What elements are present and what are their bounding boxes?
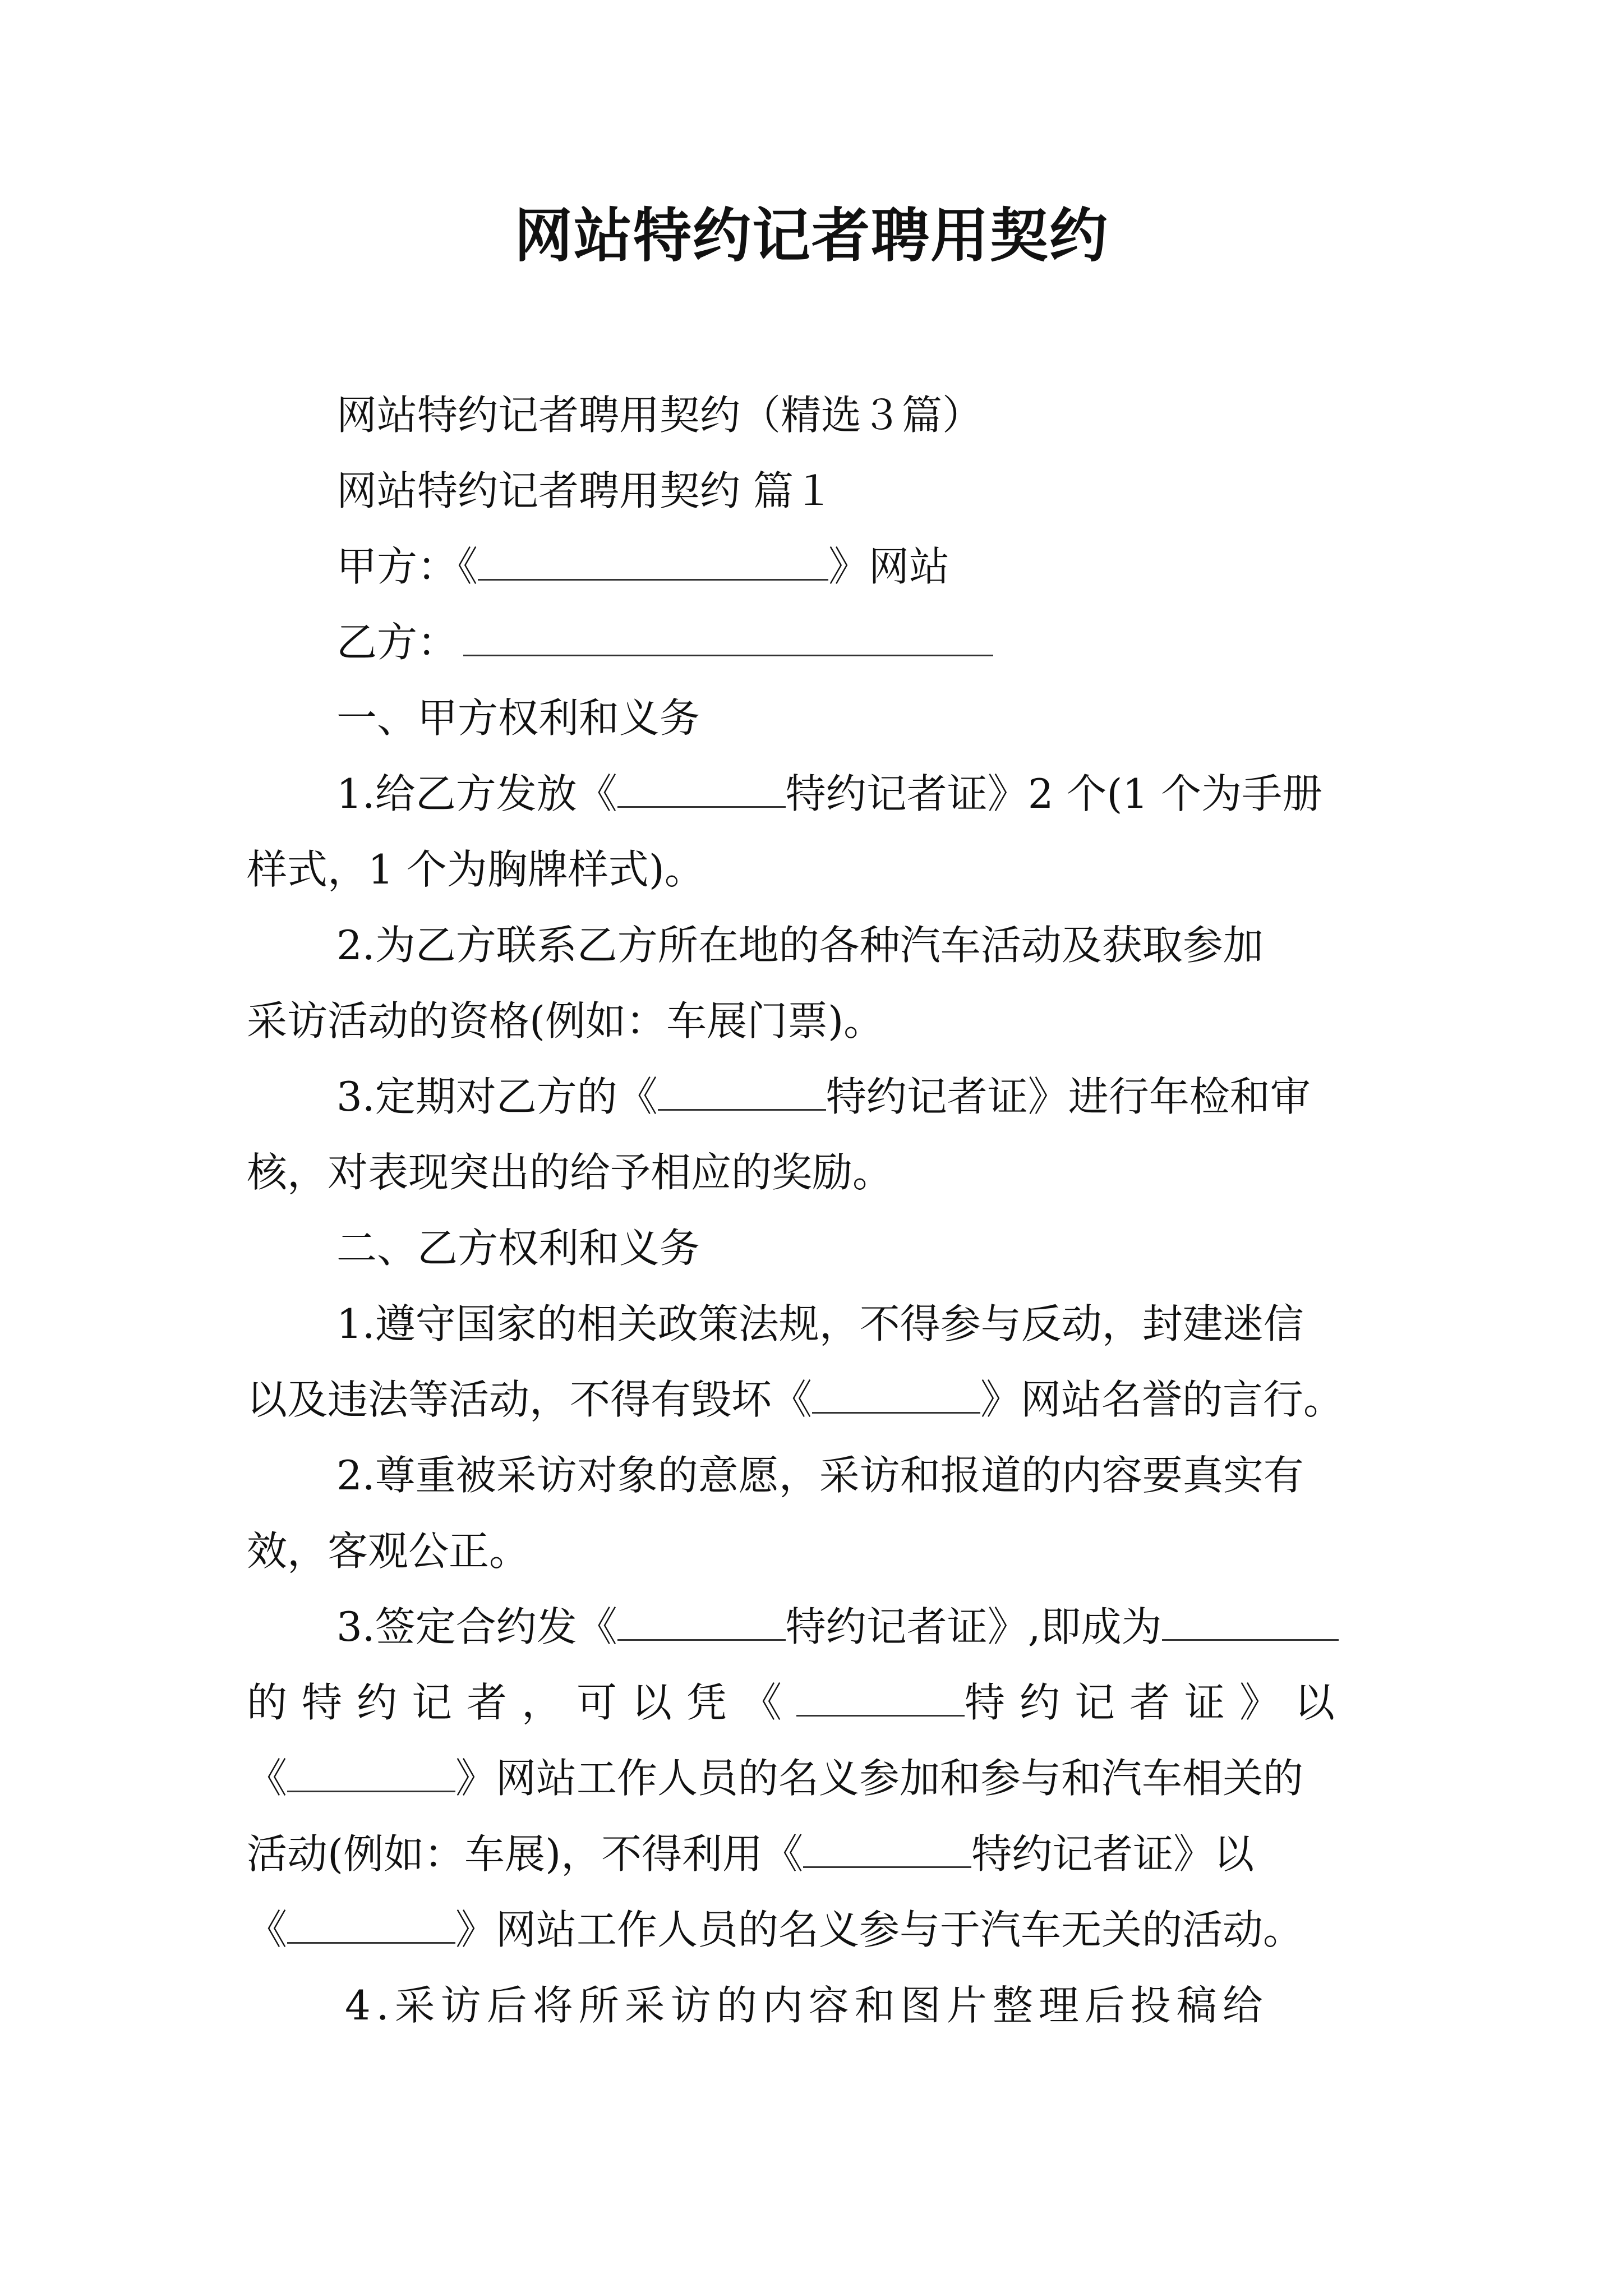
paragraph-line [247,1674,1349,1731]
section-heading: 网站特约记者聘用契约 篇１ [336,467,834,514]
paragraph-line [247,1826,1254,1882]
party-b-blank [463,614,993,656]
section-heading-b: 二、乙方权利和义务 [336,1225,700,1272]
text-span: 特约记者证》以 [971,1830,1255,1878]
text-span: 《 [247,1755,288,1802]
text-span: 特约记者证》,即成为 [785,1603,1162,1650]
party-b-label: 乙方： [336,619,458,666]
paragraph-line: 2.为乙方联系乙方所在地的各种汽车活动及获取参加 [336,922,1264,969]
paragraph-line: 核，对表现突出的给予相应的奖励。 [247,1149,893,1196]
subtitle-line: 网站特约记者聘用契约（精选３篇） [336,392,983,439]
paragraph-line: 4.采访后将所采访的内容和图片整理后投稿给 [345,1982,1269,2029]
text-span: 3.签定合约发《 [336,1603,617,1650]
paragraph-line: 样式，1 个为胸牌样式)。 [247,846,705,893]
blank-field [1162,1599,1339,1641]
paragraph-line: 采访活动的资格(例如：车展门票)。 [247,997,884,1045]
party-b-line [336,614,993,670]
text-span: 3.定期对乙方的《 [336,1073,658,1120]
blank-field [617,1599,786,1641]
paragraph-line [336,1599,1339,1655]
text-span: 以及违法等活动，不得有毁坏《 [247,1376,813,1423]
paragraph-line: 2.尊重被采访对象的意愿，采访和报道的内容要真实有 [336,1452,1304,1499]
text-span: 》网站工作人员的名义参加和参与和汽车相关的 [455,1755,1304,1802]
party-a-label: 甲方：《 [336,543,478,590]
section-heading-a: 一、甲方权利和义务 [336,694,700,742]
blank-field [287,1902,455,1944]
blank-field [617,766,786,808]
paragraph-line [247,1750,1303,1806]
text-span: 特约记者证》2 个(1 个为手册 [785,770,1323,817]
paragraph-line [247,1372,1344,1428]
text-span: 特约记者证》以 [965,1679,1350,1726]
party-a-suffix: 》网站 [828,543,950,590]
blank-field [287,1750,455,1792]
blank-field [796,1674,965,1717]
text-span: 1.给乙方发放《 [336,770,617,817]
text-span: 特约记者证》进行年检和审 [826,1073,1311,1120]
blank-field [803,1826,971,1868]
text-span: 》网站名誉的言行。 [980,1376,1344,1423]
paragraph-line: 1.遵守国家的相关政策法规，不得参与反动，封建迷信 [336,1300,1304,1347]
paragraph-line [336,1069,1311,1125]
party-a-line [336,539,949,595]
text-span: 》网站工作人员的名义参与于汽车无关的活动。 [455,1906,1304,1953]
paragraph-line [336,766,1322,822]
text-span: 《 [247,1906,288,1953]
blank-field [658,1069,826,1111]
blank-field [812,1372,980,1414]
party-a-blank [478,539,828,581]
document-title: 网站特约记者聘用契约 [514,201,1109,270]
text-span: 活动(例如：车展)，不得利用《 [247,1830,804,1878]
paragraph-line [247,1902,1303,1958]
text-span: 的特约记者，可以凭《 [247,1679,797,1726]
paragraph-line: 效，客观公正。 [247,1527,530,1575]
